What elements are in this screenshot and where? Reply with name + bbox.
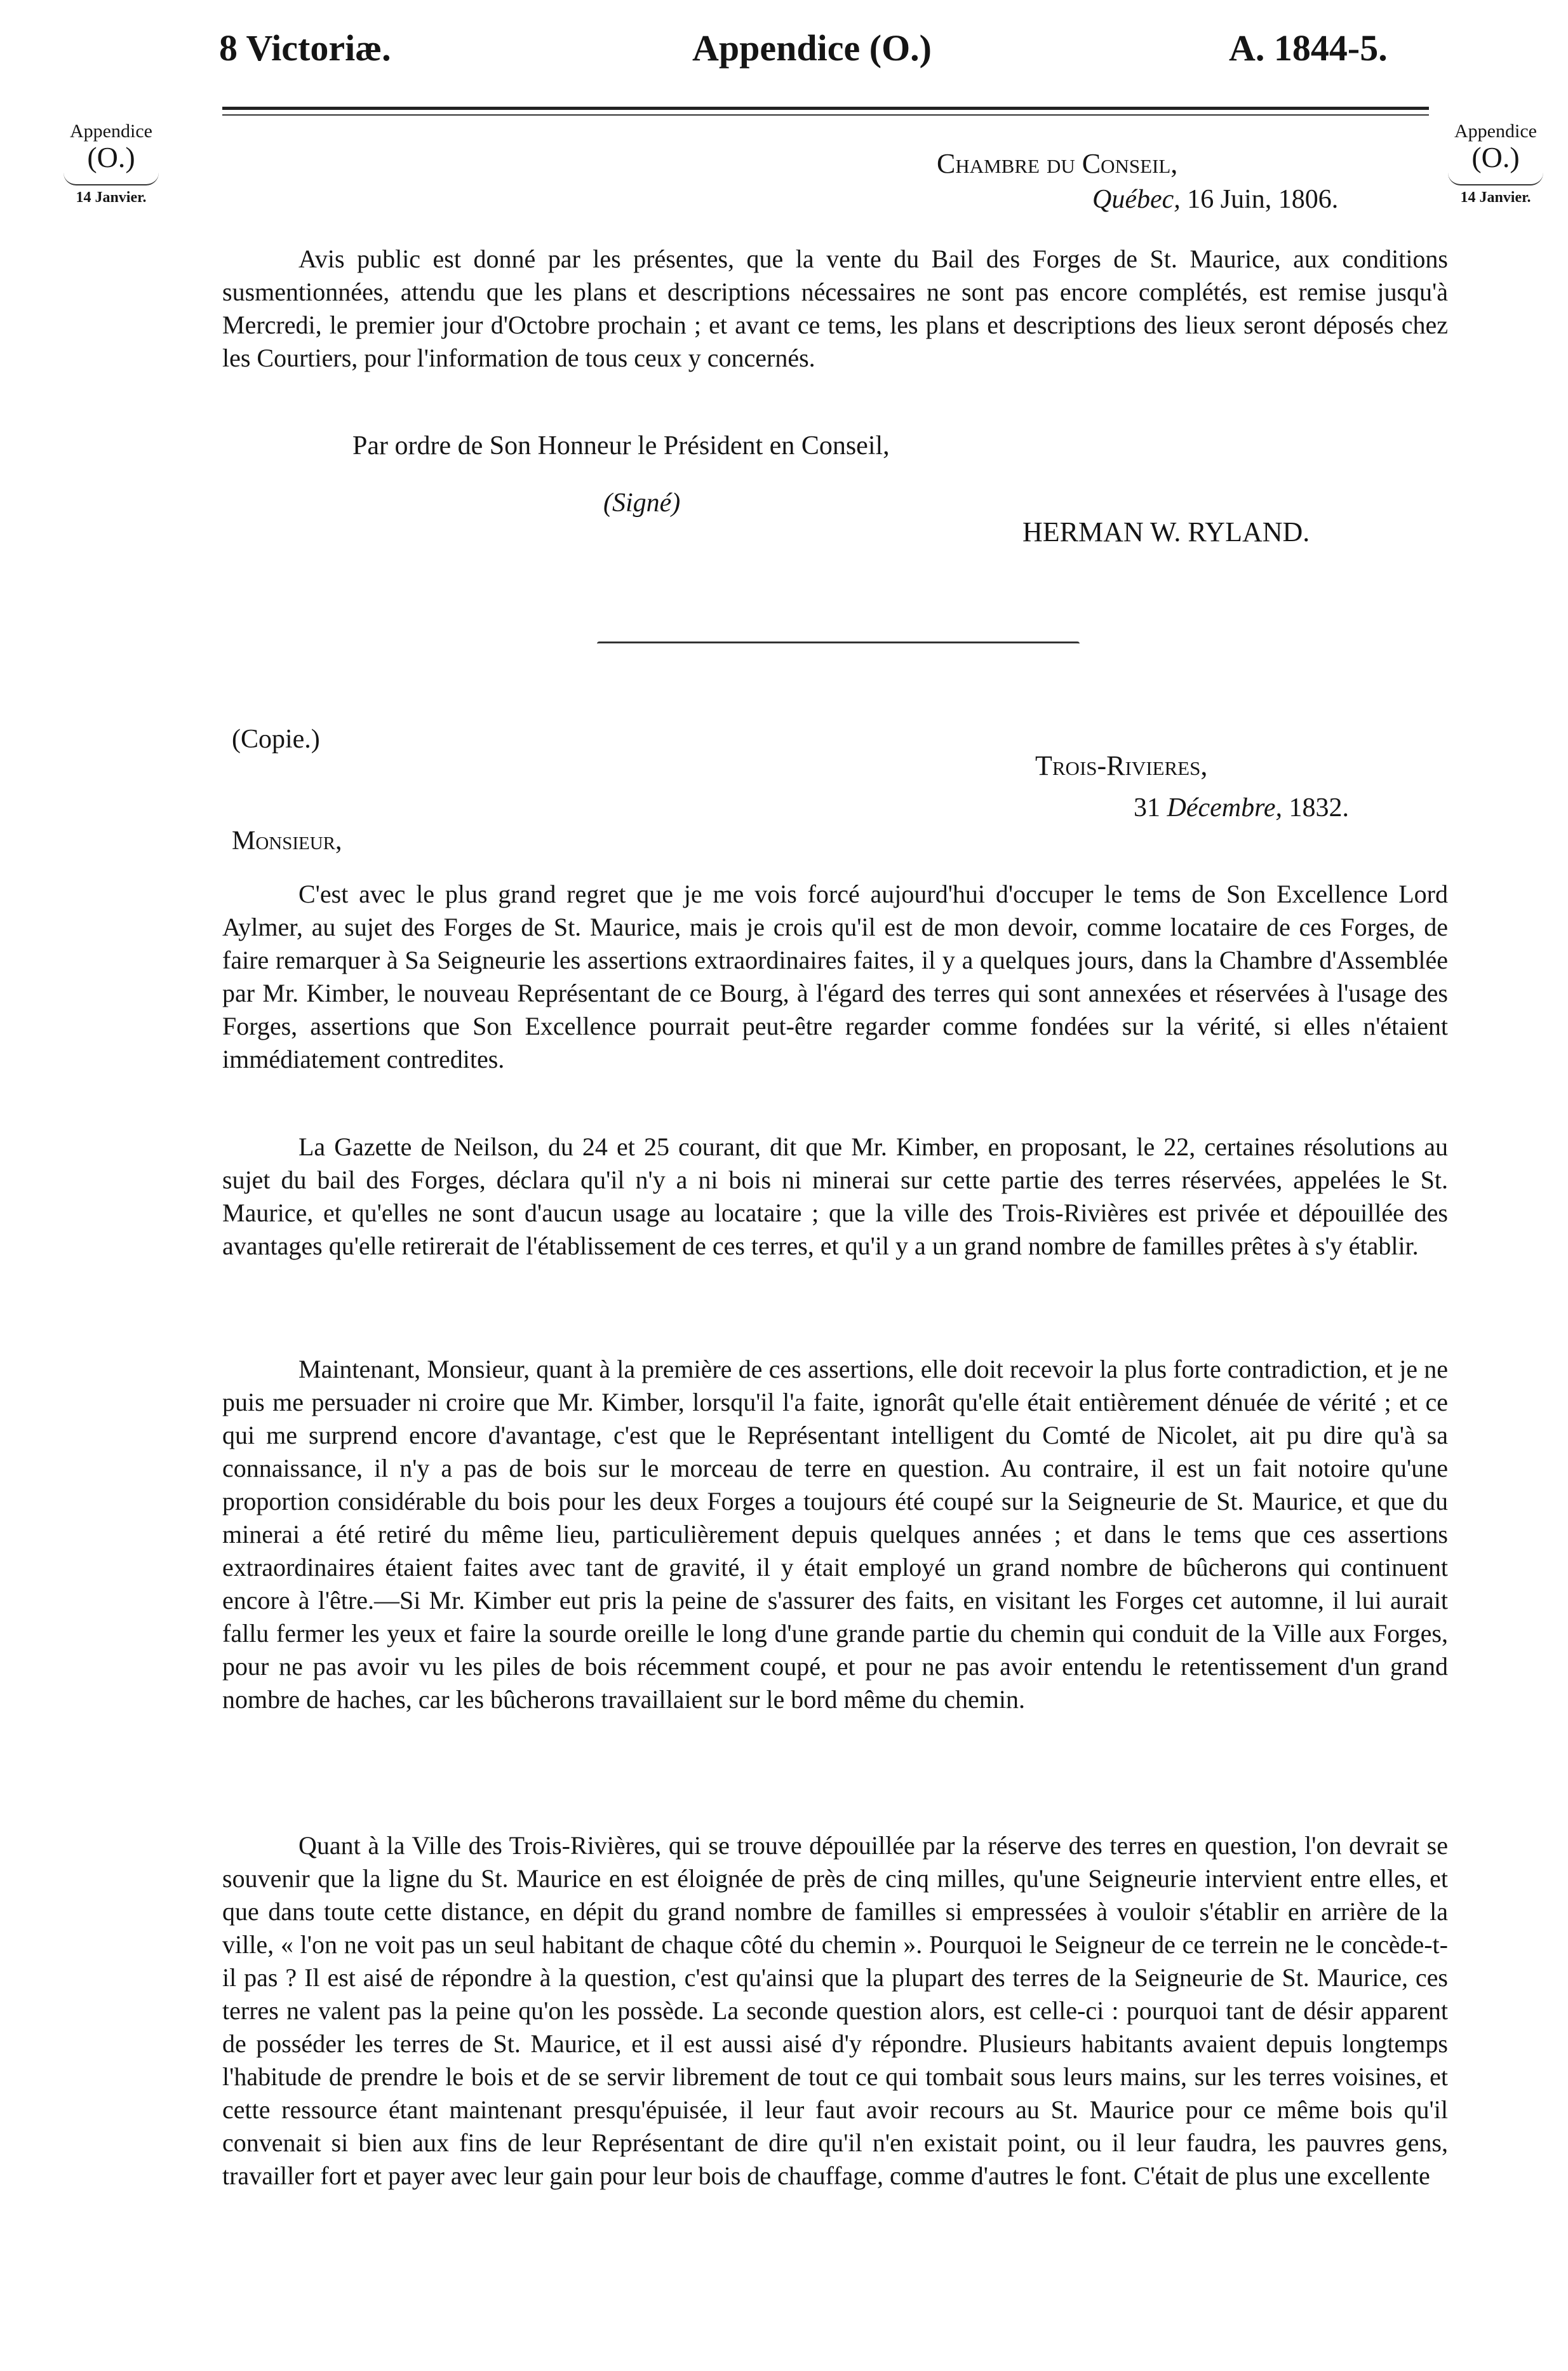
margin-note-label: Appendice xyxy=(70,121,152,142)
notice-city: Québec, xyxy=(1092,185,1181,214)
margin-note-date: 14 Janvier. xyxy=(1460,189,1531,206)
letter-place: Trois-Rivieres, xyxy=(1035,750,1208,781)
section-separator xyxy=(597,641,1080,646)
margin-brace xyxy=(1448,173,1543,185)
margin-note-left xyxy=(38,121,184,206)
notice-date: 16 Juin, 1806. xyxy=(1187,185,1339,214)
margin-note-right xyxy=(1429,121,1562,206)
copy-label: (Copie.) xyxy=(232,725,320,754)
notice-dateline xyxy=(1092,184,1338,215)
header-session: 8 Victoriæ. xyxy=(219,27,391,69)
notice-signed: (Signé) xyxy=(603,488,681,518)
margin-note-date: 14 Janvier. xyxy=(76,189,147,206)
header-appendix: Appendice (O.) xyxy=(692,27,932,69)
letter-salutation: Monsieur, xyxy=(232,826,342,856)
letter-dateline xyxy=(1134,793,1349,823)
notice-order: Par ordre de Son Honneur le Président en Conseil, xyxy=(352,431,890,460)
margin-note-label: Appendice xyxy=(1454,121,1537,142)
notice-signatory: HERMAN W. RYLAND. xyxy=(1022,516,1310,547)
notice-paragraph: Avis public est donné par les présentes, que la vente du Bail des Forges de St. Maurice, aux conditions susmentionnées, attendu que les plans et descriptions nécessaires ne sont pas encore complétés, est remise jusqu'à Mercredi, le premier jour d'Octobre prochain ; et avant ce tems, les plans et descriptions des lieux seront déposés chez les Courtiers, pour l'information de tous ceux y concernés. xyxy=(222,245,1448,372)
margin-note-letter: (O.) xyxy=(87,141,135,173)
letter-paragraph-3 xyxy=(222,1353,1448,1716)
header-year: A. 1844-5. xyxy=(1229,27,1388,69)
header-rule-thin xyxy=(222,114,1429,116)
notice-place: Chambre du Conseil, xyxy=(937,148,1178,179)
letter-paragraph: Maintenant, Monsieur, quant à la première de ces assertions, elle doit recevoir la plus forte contradiction, et je ne puis me persuader ni croire que Mr. Kimber, lorsqu'il l'a faite, ignorât qu'elle était entièrement dénuée de vérité ; et ce qui me surprend encore d'avantage, c'est que le Représentant intelligent du Comté de Nicolet, ait pu dire qu'à sa connaissance, il n'y a pas de bois sur le morceau de terre en question. Au contraire, il est un fait notoire qu'une proportion considérable du bois pour les deux Forges a toujours été coupé sur la Seigneurie de St. Maurice, et que du minerai a été retiré du même lieu, particulièrement depuis quelques années ; et dans le tems que ces assertions extraordinaires étaient faites avec tant de gravité, il y était employé un grand nombre de bûcherons qui continuent encore à l'être.—Si Mr. Kimber eut pris la peine de s'assurer des faits, en visitant les Forges cet automne, il lui aurait fallu fermer les yeux et faire la sourde oreille le long d'une grande partie du chemin qui conduit de la Ville aux Forges, pour ne pas avoir vu les piles de bois récemment coupé, et pour ne pas avoir entendu le retentissement d'un grand nombre de haches, car les bûcherons travaillaient sur le bord même du chemin. xyxy=(222,1355,1448,1714)
letter-date-year: 1832. xyxy=(1289,793,1350,823)
letter-paragraph: La Gazette de Neilson, du 24 et 25 courant, dit que Mr. Kimber, en proposant, le 22, certaines résolutions au sujet du bail des Forges, déclara qu'il n'y a ni bois ni minerai sur cette partie des terres réservées, appelées le St. Maurice, et qu'elles ne sont d'aucun usage au locataire ; que la ville des Trois-Rivières est privée et dépouillée des avantages qu'elle retirerait de l'établissement de ces terres, et qu'il y a un grand nombre de familles prêtes à s'y établir. xyxy=(222,1132,1448,1260)
letter-paragraph-4 xyxy=(222,1829,1448,2193)
letter-date-month: Décembre, xyxy=(1167,793,1283,823)
letter-date-day: 31 xyxy=(1134,793,1160,823)
notice-body xyxy=(222,243,1448,375)
margin-note-letter: (O.) xyxy=(1471,141,1520,173)
letter-paragraph-2 xyxy=(222,1131,1448,1263)
letter-paragraph: Quant à la Ville des Trois-Rivières, qui se trouve dépouillée par la réserve des terres en question, l'on devrait se souvenir que la ligne du St. Maurice en est éloignée de près de cinq milles, qu'une Seigneurie intervient entre elles, et que dans toute cette distance, en dépit du grand nombre de familles si empressées à vouloir s'établir en arrière de la ville, « l'on ne voit pas un seul habitant de chaque côté du chemin ». Pourquoi le Seigneur de ce terrein ne le concède-t-il pas ? Il est aisé de répondre à la question, c'est qu'ainsi que la plupart des terres de la Seigneurie de St. Maurice, ces terres ne valent pas la peine qu'on les possède. La seconde question alors, est celle-ci : pourquoi tant de désir apparent de posséder les terres de St. Maurice, et il est aussi aisé d'y répondre. Plusieurs habitants avaient depuis longtemps l'habitude de prendre le bois et de se servir librement de tout ce qui tombait sous leurs mains, sur les terres voisines, et cette ressource étant maintenant presqu'épuisée, il leur faut avoir recours au St. Maurice pour ce même bois qu'il convenait si bien aux fins de leur Représentant de dire qu'il n'en existait point, ou il leur faudra, les pauvres gens, travailler fort et payer avec leur gain pour leur bois de chauffage, comme d'autres le font. C'était de plus une excellente xyxy=(222,1831,1448,2190)
letter-paragraph: C'est avec le plus grand regret que je me vois forcé aujourd'hui d'occuper le tems de Son Excellence Lord Aylmer, au sujet des Forges de St. Maurice, mais je crois qu'il est de mon devoir, comme locataire de ces Forges, de faire remarquer à Sa Seigneurie les assertions extraordinaires faites, il y a quelques jours, dans la Chambre d'Assemblée par Mr. Kimber, le nouveau Représentant de ce Bourg, à l'égard des terres qui sont annexées et réservées à l'usage des Forges, assertions que Son Excellence pourrait peut-être regarder comme fondées sur la vérité, si elles n'étaient immédiatement contredites. xyxy=(222,880,1448,1073)
letter-paragraph-1 xyxy=(222,878,1448,1076)
margin-brace xyxy=(64,173,159,185)
header-rule-thick xyxy=(222,107,1429,110)
